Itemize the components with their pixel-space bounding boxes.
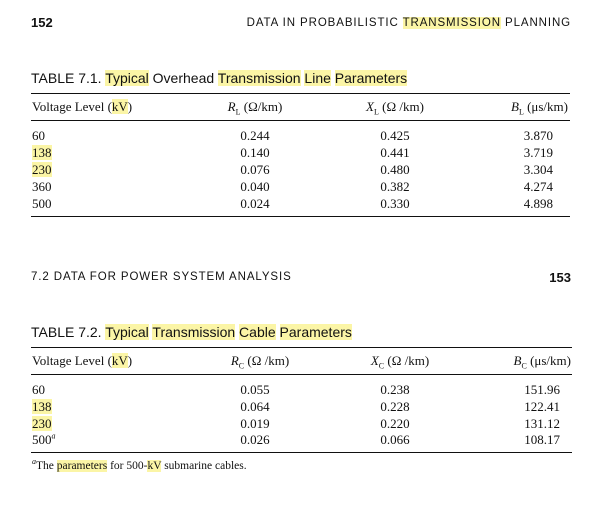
table-row [32, 382, 45, 398]
footnote-text: submarine cables. [161, 460, 247, 472]
caption-prefix: TABLE 7.2. [31, 324, 106, 340]
header-text: ) [127, 353, 133, 368]
table-7-2-caption [31, 324, 352, 340]
cell-voltage: 360 [32, 179, 52, 194]
header-subscript: L [518, 107, 524, 117]
caption-word: Transmission [152, 324, 236, 340]
table-row [32, 128, 45, 144]
running-head-text: DATA IN PROBABILISTIC [246, 17, 403, 29]
header-voltage [32, 99, 132, 115]
running-head-highlight: TRANSMISSION [402, 17, 501, 29]
header-text: ) [127, 99, 133, 114]
footnote-text: for 500- [107, 460, 148, 472]
cell-voltage: 60 [32, 128, 45, 143]
running-head [247, 17, 571, 29]
header-subscript: C [378, 361, 385, 371]
header-subscript: C [238, 361, 245, 371]
cell-voltage: 230 [32, 416, 52, 431]
cell-x: 0.441 [380, 145, 410, 160]
caption-word: Typical [105, 70, 149, 86]
footnote-highlight: kV [147, 460, 162, 472]
cell-b: 3.304 [523, 162, 553, 177]
cell-voltage: 138 [32, 399, 52, 414]
cell-voltage: 230 [32, 162, 52, 177]
cell-r: 0.019 [240, 416, 270, 431]
table-row [32, 196, 52, 212]
cell-x: 0.425 [380, 128, 410, 143]
caption-prefix: TABLE 7.1. [31, 70, 106, 86]
cell-b: 122.41 [524, 399, 560, 414]
header-unit: (μs/km) [523, 99, 568, 114]
section-label: 7.2 DATA FOR POWER SYSTEM ANALYSIS [31, 271, 292, 283]
running-head-text-end: PLANNING [500, 17, 571, 29]
header-subscript: L [374, 107, 379, 117]
cell-r: 0.076 [240, 162, 270, 177]
cell-b: 4.274 [523, 179, 553, 194]
cell-r: 0.244 [240, 128, 270, 143]
header-unit: (Ω /km) [384, 353, 430, 368]
page-number-152: 152 [31, 15, 53, 30]
header-subscript: C [521, 361, 527, 371]
table-7-1-bottom-rule [31, 216, 570, 217]
header-symbol: X [370, 353, 379, 368]
header-symbol: B [513, 353, 522, 368]
table-7-2-footnote [32, 457, 247, 472]
cell-voltage: 60 [32, 382, 45, 397]
header-resistance [205, 99, 305, 115]
cell-x: 0.228 [380, 399, 410, 414]
header-unit: (Ω /km) [244, 353, 290, 368]
header-highlight: kV [111, 353, 128, 368]
table-row [32, 399, 52, 415]
table-row [32, 145, 52, 161]
table-row [32, 179, 52, 195]
header-symbol: B [510, 99, 519, 114]
caption-word: Parameters [334, 70, 408, 86]
caption-word: Overhead [148, 70, 218, 86]
footnote-highlight: parameters [56, 460, 108, 472]
cell-b: 151.96 [524, 382, 560, 397]
table-7-1-top-rule [31, 93, 570, 94]
header-reactance [345, 353, 455, 369]
header-symbol: R [230, 353, 239, 368]
table-row [32, 162, 52, 178]
cell-x: 0.066 [380, 432, 410, 447]
header-highlight: kV [111, 99, 128, 114]
cell-x: 0.220 [380, 416, 410, 431]
caption-word: Transmission [217, 70, 301, 86]
page-number-153: 153 [549, 270, 571, 285]
table-7-2-header-rule [31, 374, 572, 375]
header-symbol: X [366, 99, 374, 114]
table-7-1-header-rule [31, 120, 570, 121]
table-7-1-caption [31, 70, 407, 86]
header-resistance [205, 353, 315, 369]
header-susceptance [440, 353, 571, 369]
table-7-2-top-rule [31, 347, 572, 348]
cell-b: 108.17 [524, 432, 560, 447]
footnote-marker: a [32, 457, 36, 467]
caption-word: Cable [239, 324, 276, 340]
cell-voltage: 500 [32, 432, 52, 447]
cell-x: 0.330 [380, 196, 410, 211]
cell-r: 0.024 [240, 196, 270, 211]
cell-x: 0.238 [380, 382, 410, 397]
cell-r: 0.040 [240, 179, 270, 194]
cell-b: 4.898 [523, 196, 553, 211]
cell-r: 0.026 [240, 432, 270, 447]
header-symbol: R [227, 99, 236, 114]
header-unit: (μs/km) [526, 353, 571, 368]
cell-r: 0.055 [240, 382, 270, 397]
header-reactance [345, 99, 445, 115]
caption-space [276, 324, 280, 340]
cell-b: 131.12 [524, 416, 560, 431]
cell-voltage: 500 [32, 196, 52, 211]
footnote-marker: a [51, 431, 56, 441]
header-subscript: L [235, 107, 241, 117]
cell-x: 0.382 [380, 179, 410, 194]
caption-word: Parameters [279, 324, 352, 340]
cell-r: 0.140 [240, 145, 270, 160]
cell-x: 0.480 [380, 162, 410, 177]
cell-b: 3.719 [523, 145, 553, 160]
header-susceptance [440, 99, 568, 115]
caption-word: Line [304, 70, 331, 86]
footnote-text: The [36, 460, 57, 472]
header-unit: (Ω /km) [378, 99, 424, 114]
cell-r: 0.064 [240, 399, 270, 414]
caption-word: Typical [105, 324, 149, 340]
cell-voltage: 138 [32, 145, 52, 160]
header-text: Voltage Level ( [32, 353, 112, 368]
header-voltage [32, 353, 132, 369]
header-unit: (Ω/km) [240, 99, 283, 114]
table-7-2-bottom-rule [31, 452, 572, 453]
table-row [32, 416, 52, 432]
header-text: Voltage Level ( [32, 99, 112, 114]
table-row [32, 432, 56, 448]
cell-b: 3.870 [523, 128, 553, 143]
